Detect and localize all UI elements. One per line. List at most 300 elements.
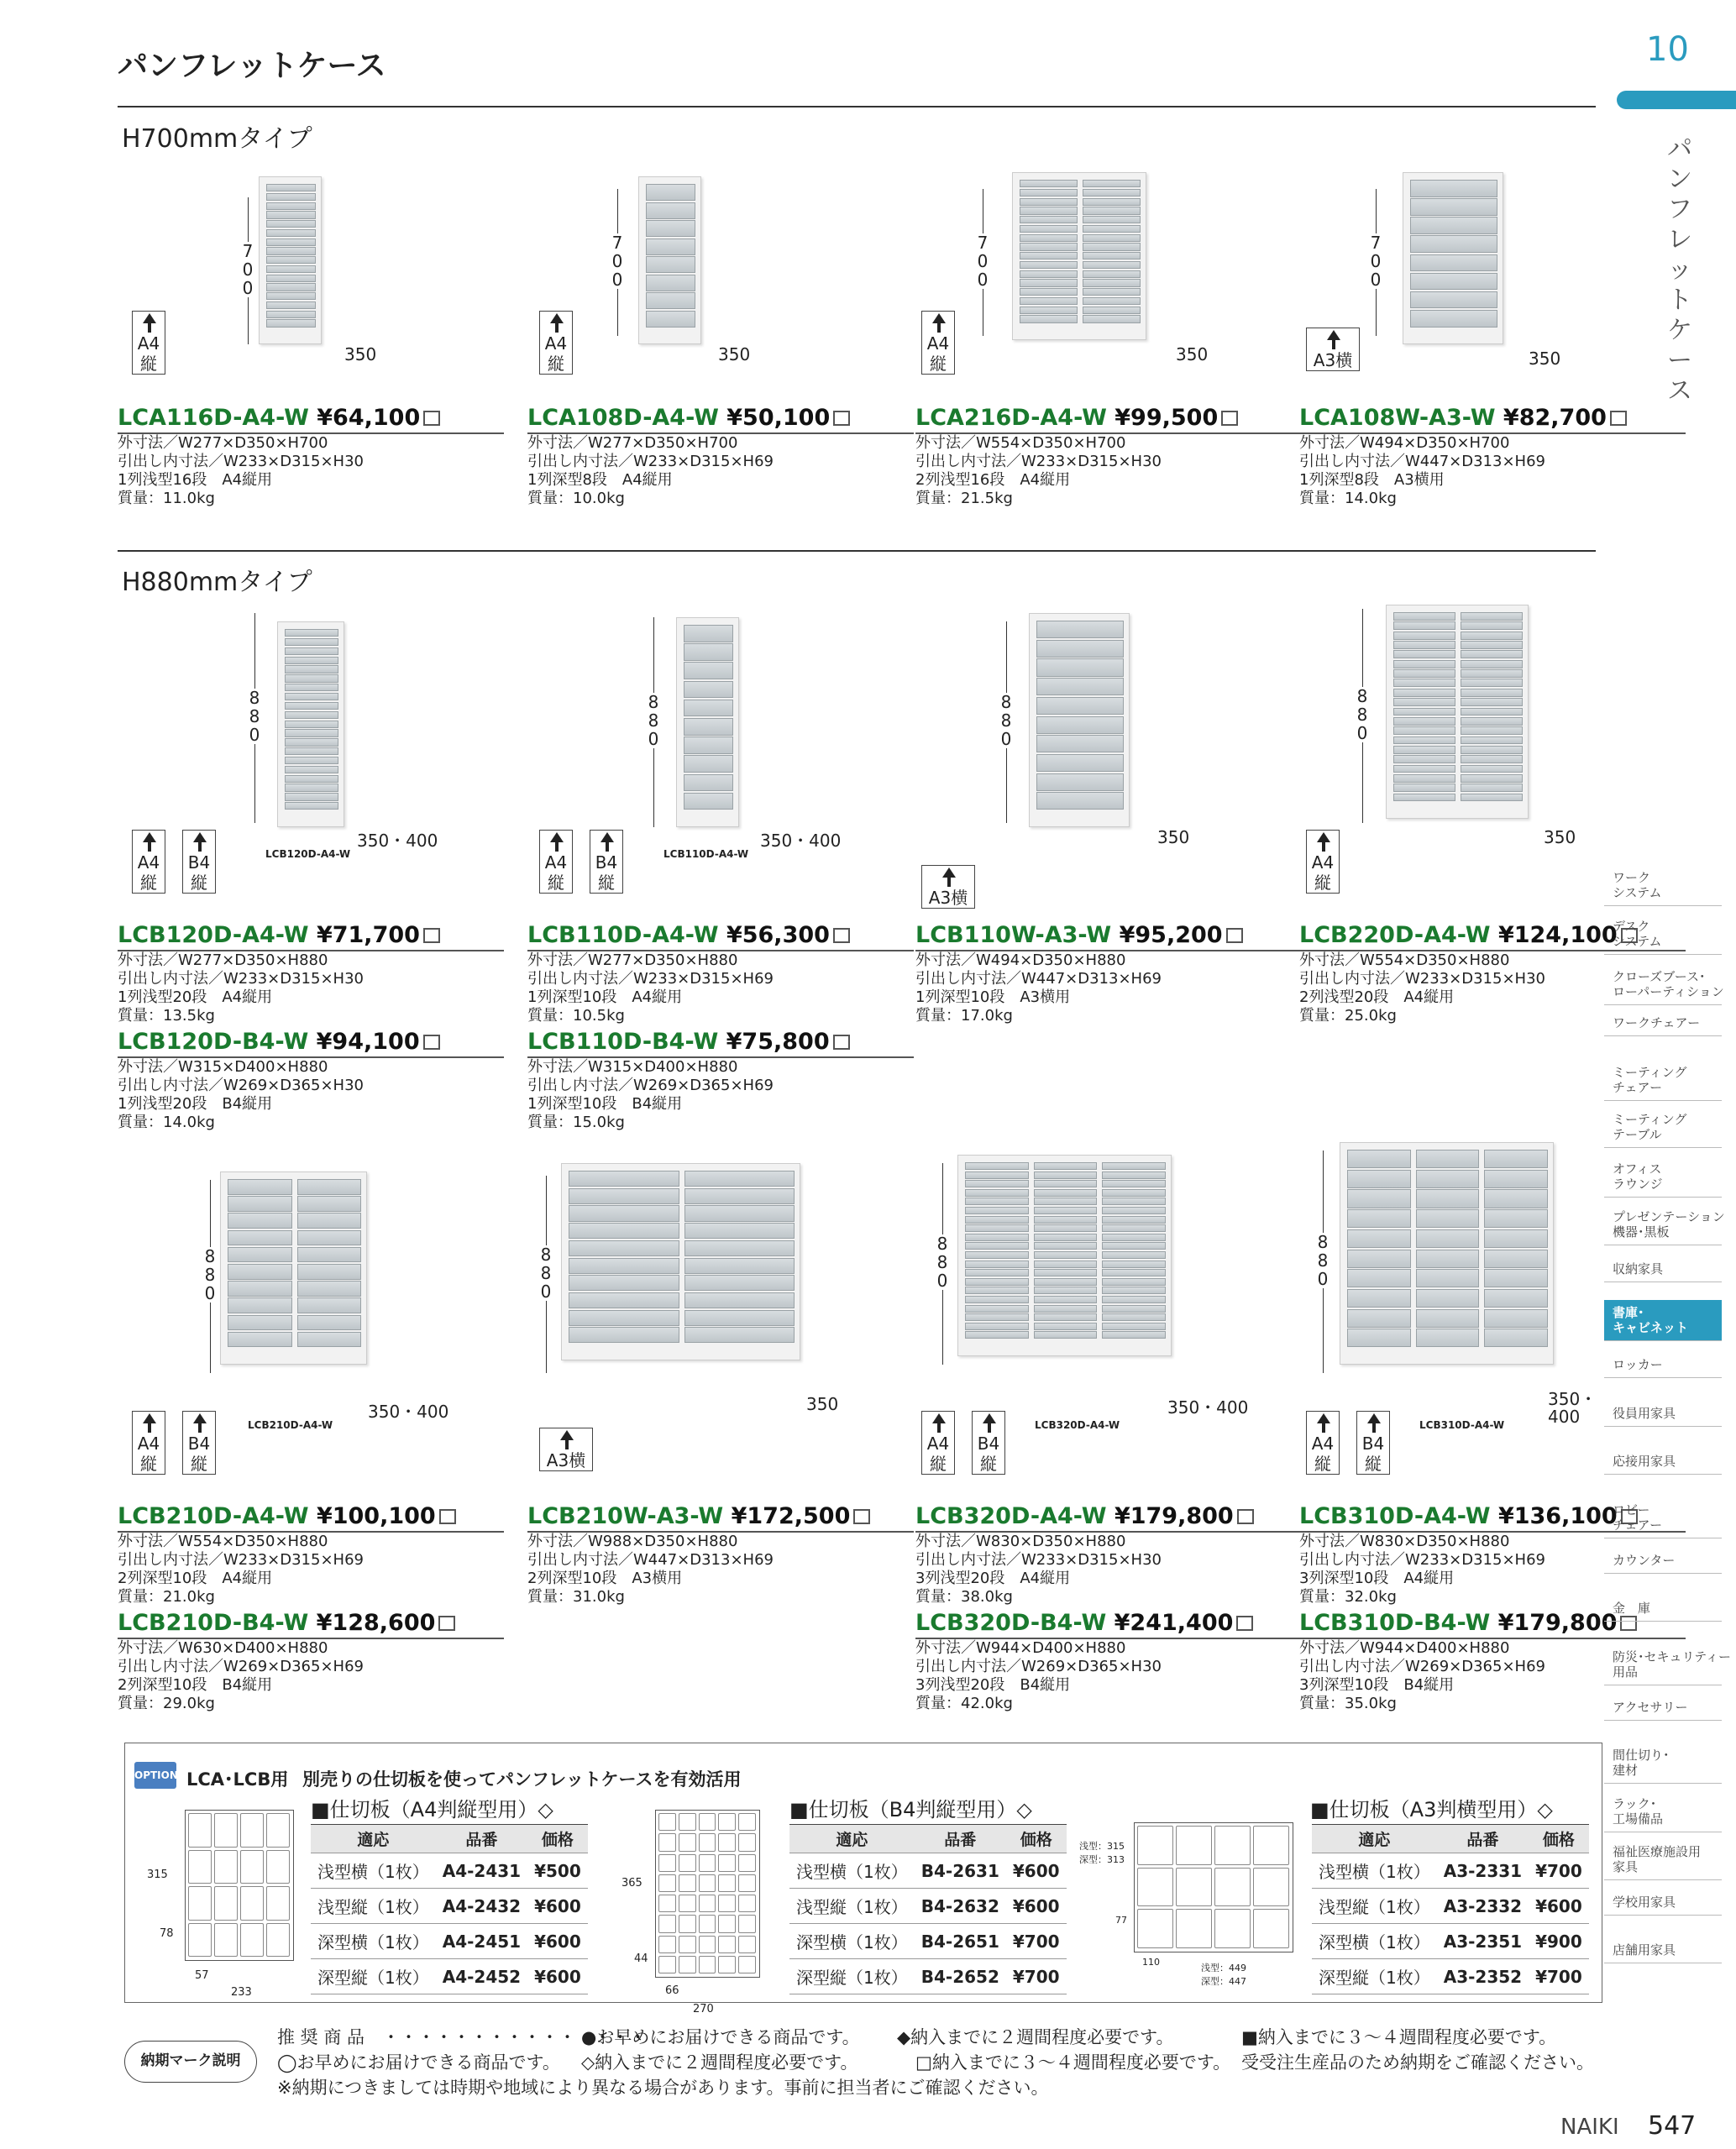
p11-drawer [1102,1313,1166,1321]
divider-dimension: 44 [634,1952,648,1965]
sidebar-item[interactable]: アクセサリー [1604,1695,1722,1721]
p3-price: ¥99,500 [1106,405,1219,431]
divider-cell [699,1895,716,1912]
p7-drawer [1036,735,1124,752]
p11-spec-2: 3列浅型20段 B4縦用 [915,1676,1071,1694]
p12-caption: LCB310D-A4-W [1419,1419,1505,1431]
p12-drawer [1416,1269,1480,1287]
p12-spec: 外寸法／W830×D350×H880 [1299,1533,1510,1550]
chapter-tab [1617,91,1736,109]
p11-drawer [1034,1313,1098,1321]
sidebar-item[interactable]: 応接用家具 [1604,1449,1722,1475]
p5-model: LCB120D-A4-W [118,922,309,948]
p5-spec-2: 質量：14.0kg [118,1114,215,1131]
cell-price: ¥600 [527,1959,588,1994]
p11-cabinet [957,1155,1172,1356]
option-table-title: ■仕切板（A4判縦型用）◇ [311,1798,553,1821]
p5-drawer [285,738,338,746]
p8-drawer [1393,679,1455,687]
p12-drawer [1347,1150,1411,1168]
p6-drawer [684,643,733,661]
divider-cell [718,1936,736,1953]
p3-drawer [1020,234,1078,242]
divider-cell [188,1850,212,1884]
p9-spec: 2列深型10段 A4縦用 [118,1570,273,1587]
p7-cabinet [1029,613,1130,827]
p4-text [1299,405,1686,508]
p10-drawer [569,1310,679,1326]
p9-drawer [228,1281,292,1297]
p5-drawer [285,766,338,773]
chapter-number: 10 [1646,30,1689,69]
table-row [1312,1889,1589,1924]
p4-drawer [1410,180,1497,197]
p4-spec: 外寸法／W494×D350×H700 [1299,434,1510,452]
p6-name [527,922,914,951]
p5-text [118,922,504,1132]
p2-drawer [646,292,695,309]
table-row [311,1924,588,1959]
p11-price-2: ¥241,400 [1106,1610,1234,1636]
p5-paper-tag: A4 縦 [132,830,165,894]
sidebar-item[interactable]: プレゼンテーション 機器･黒板 [1604,1204,1722,1245]
p9-delivery-mark [439,1509,456,1524]
table-row [1312,1853,1589,1889]
sidebar-item[interactable]: オフィス ラウンジ [1604,1156,1722,1198]
p11-depth-label: 350・400 [1167,1397,1249,1418]
p7-spec: 引出し内寸法／W447×D313×H69 [915,970,1162,988]
p8-spec: 質量：25.0kg [1299,1007,1397,1025]
divider-cell [658,1854,676,1872]
p11-drawer [1034,1251,1098,1259]
p3-drawer [1020,180,1078,187]
p8-drawer [1461,669,1523,678]
p12-drawer [1347,1309,1411,1328]
p9-spec-2: 外寸法／W630×D400×H880 [118,1639,328,1657]
p3-spec: 2列浅型16段 A4縦用 [915,471,1071,489]
p8-drawer [1461,632,1523,640]
divider-cell [1214,1909,1251,1948]
p11-drawer [1034,1323,1098,1330]
p9-price: ¥100,100 [308,1503,436,1529]
p4-depth-label: 350 [1529,349,1561,369]
option-table-title: ■仕切板（A3判横型用）◇ [1310,1798,1553,1821]
p11-drawer [1102,1296,1166,1303]
p11-drawer [1034,1189,1098,1197]
divider-cell [240,1813,264,1848]
cell-code: A4-2432 [436,1889,527,1924]
p3-drawer [1083,307,1141,314]
divider-cell [266,1813,290,1848]
option-icon: OPTION [134,1762,176,1789]
table-row [789,1924,1067,1959]
p3-name [915,405,1302,434]
cell-code: B4-2651 [915,1924,1006,1959]
p7-spec: 1列深型10段 A3横用 [915,988,1071,1006]
divider-cell [738,1895,756,1912]
page-number: 547 [1648,2111,1697,2141]
cell-code: A3-2332 [1437,1889,1529,1924]
p6-drawer [684,700,733,717]
p5-drawer [285,775,338,783]
p6-spec-2: 外寸法／W315×D400×H880 [527,1058,738,1076]
p6-drawer [684,681,733,699]
p5-spec-2: 1列浅型20段 B4縦用 [118,1095,273,1113]
p5-drawer [285,702,338,710]
divider-cell [699,1813,716,1831]
sidebar-item[interactable]: ラック･ 工場備品 [1604,1791,1722,1832]
p12-paper-tag: B4 縦 [1356,1411,1390,1475]
sidebar-item[interactable]: 防災･セキュリティー 用品 [1604,1644,1722,1685]
divider-cell [718,1915,736,1932]
divider-dimension: 浅型：315 [1079,1841,1125,1852]
p12-drawer [1484,1269,1548,1287]
p11-model: LCB320D-A4-W [915,1503,1107,1529]
p11-drawer [965,1234,1029,1241]
sidebar-item[interactable]: 福祉医療施設用 家具 [1604,1839,1722,1880]
p1-model: LCA116D-A4-W [118,405,309,431]
p12-spec-2: 引出し内寸法／W269×D365×H69 [1299,1658,1545,1675]
p9-name-2 [118,1610,504,1639]
footer-mark-6: □納入までに３～４週間程度必要です。 [915,2052,1231,2073]
p11-drawer [1034,1305,1098,1313]
divider-cell [699,1854,716,1872]
divider-cell [679,1915,696,1932]
p3-drawer [1083,279,1141,286]
p3-delivery-mark [1221,411,1238,426]
p10-drawer [684,1223,795,1239]
p7-model: LCB110W-A3-W [915,922,1112,948]
p9-drawer [228,1297,292,1313]
option-table-title: ■仕切板（B4判縦型用）◇ [789,1798,1032,1821]
p9-drawer [297,1230,362,1246]
option-table [789,1824,1067,1994]
p5-drawer [285,721,338,728]
divider-cell [679,1813,696,1831]
cell-code: A3-2352 [1437,1959,1529,1994]
p7-price: ¥95,200 [1111,922,1223,948]
p5-model-2: LCB120D-B4-W [118,1029,309,1055]
option-for: LCA･LCB用 [186,1769,289,1790]
table-row [1312,1924,1589,1959]
p3-drawer [1083,189,1141,197]
p9-spec-2: 引出し内寸法／W269×D365×H69 [118,1658,364,1675]
p5-price-2: ¥94,100 [308,1029,420,1055]
p2-spec: 質量：10.0kg [527,490,625,507]
p11-drawer [1034,1216,1098,1224]
p2-spec: 1列深型8段 A4縦用 [527,471,673,489]
divider-cell [679,1895,696,1912]
p4-delivery-mark [1610,411,1627,426]
p1-drawer [266,319,316,327]
p9-delivery-mark-2 [438,1616,455,1631]
p3-drawer [1083,315,1141,322]
p9-drawer [228,1332,292,1348]
p6-name-2 [527,1029,914,1058]
p11-drawer [965,1189,1029,1197]
p11-drawer [1102,1331,1166,1339]
p6-spec: 1列深型10段 A4縦用 [527,988,683,1006]
divider-dimension: 315 [147,1869,168,1881]
sidebar-item[interactable]: ロビー チェアー [1604,1497,1722,1538]
divider-cell [738,1833,756,1851]
p8-drawer [1393,708,1455,716]
sidebar-item[interactable]: ミーティング チェアー [1604,1060,1722,1101]
p3-drawer [1020,315,1078,322]
p11-spec: 質量：38.0kg [915,1588,1013,1606]
p8-drawer [1393,726,1455,735]
p6-model-2: LCB110D-B4-W [527,1029,719,1055]
p8-drawer [1393,717,1455,726]
p4-drawer [1410,235,1497,253]
p8-drawer [1461,784,1523,792]
divider-dimension: 66 [665,1984,679,1997]
p12-drawer [1347,1269,1411,1287]
p11-spec-2: 質量：42.0kg [915,1695,1013,1712]
p7-drawer [1036,640,1124,658]
divider-cell [1253,1868,1289,1907]
p7-text [915,922,1302,1025]
p11-drawer [965,1313,1029,1321]
p12-drawer [1484,1189,1548,1208]
p2-model: LCA108D-A4-W [527,405,719,431]
cell-code: A3-2351 [1437,1924,1529,1959]
sidebar-item[interactable]: ワーク システム [1604,865,1722,906]
divider-cell [188,1886,212,1921]
p11-drawer [1034,1261,1098,1268]
p11-price: ¥179,800 [1106,1503,1234,1529]
p4-drawer [1410,291,1497,309]
divider-cell [658,1956,676,1973]
p10-drawer [569,1292,679,1308]
p10-paper-tag: A3横 [539,1428,593,1471]
p11-drawer [965,1242,1029,1250]
p11-drawer [1102,1269,1166,1276]
p3-drawer [1083,207,1141,214]
p3-drawer [1083,180,1141,187]
p11-drawer [965,1331,1029,1339]
divider-diagram [655,1810,760,1978]
p5-drawer [285,747,338,755]
p10-drawer [684,1327,795,1343]
divider-dimension: 深型：313 [1079,1854,1125,1865]
table-row [789,1853,1067,1889]
divider-cell [214,1813,238,1848]
p3-drawer [1020,216,1078,223]
p12-spec: 3列深型10段 A4縦用 [1299,1570,1455,1587]
p8-drawer [1461,612,1523,621]
p11-paper-tag: B4 縦 [972,1411,1005,1475]
divider-cell [738,1813,756,1831]
p11-caption: LCB320D-A4-W [1035,1419,1120,1431]
p3-drawer [1083,243,1141,250]
p12-drawer [1484,1150,1548,1168]
p11-name-2 [915,1610,1302,1639]
p9-drawer [228,1196,292,1212]
footer-mark-3: ■納入までに３～４週間程度必要です。 [1241,2027,1557,2047]
p6-depth-label: 350・400 [760,831,842,851]
p8-spec: 外寸法／W554×D350×H880 [1299,951,1510,969]
cell-price: ¥600 [1006,1853,1067,1889]
p11-drawer [1102,1323,1166,1330]
cell-code: B4-2632 [915,1889,1006,1924]
p3-drawer [1083,216,1141,223]
p2-delivery-mark [833,411,850,426]
sidebar-item[interactable]: 役員用家具 [1604,1401,1722,1427]
p1-drawer [266,256,316,264]
p7-drawer [1036,754,1124,772]
p1-text [118,405,504,508]
p1-spec: 1列浅型16段 A4縦用 [118,471,273,489]
p10-drawer [684,1292,795,1308]
p3-drawer [1083,288,1141,296]
p11-model-2: LCB320D-B4-W [915,1610,1107,1636]
sidebar-item[interactable]: 金 庫 [1604,1596,1722,1622]
p11-drawer [1034,1162,1098,1170]
p3-drawer [1083,270,1141,278]
p11-drawer [965,1198,1029,1205]
p10-name [527,1503,914,1533]
p2-spec: 引出し内寸法／W233×D315×H69 [527,453,774,470]
sidebar-item[interactable]: カウンター [1604,1548,1722,1574]
sidebar-item[interactable]: ロッカー [1604,1352,1722,1378]
table-header: 適応 [311,1825,436,1853]
p9-model-2: LCB210D-B4-W [118,1610,309,1636]
p4-name [1299,405,1686,434]
p1-drawer [266,283,316,291]
p9-drawer [297,1332,362,1348]
p11-spec-2: 引出し内寸法／W269×D365×H30 [915,1658,1162,1675]
sidebar-item[interactable]: 間仕切り･ 建材 [1604,1743,1722,1784]
p11-drawer [1034,1242,1098,1250]
p4-price: ¥82,700 [1495,405,1607,431]
page-title: パンフレットケース [118,49,386,83]
p2-text [527,405,914,508]
brand: NAIKI [1560,2115,1619,2140]
p6-price: ¥56,300 [718,922,830,948]
divider-cell [738,1854,756,1872]
divider-cell [214,1923,238,1958]
footer-mark-1: ●お早めにお届けできる商品です。 [581,2027,860,2047]
p3-drawer [1083,297,1141,305]
p6-spec: 外寸法／W277×D350×H880 [527,951,738,969]
sidebar-item[interactable]: 店舗用家具 [1604,1937,1722,1963]
p1-spec: 質量：11.0kg [118,490,215,507]
p9-drawer [297,1297,362,1313]
p7-spec: 質量：17.0kg [915,1007,1013,1025]
p9-paper-tag: A4 縦 [132,1411,165,1475]
cell-use: 浅型横（1枚） [311,1853,436,1889]
p12-spec: 引出し内寸法／W233×D315×H69 [1299,1551,1545,1569]
p12-drawer [1484,1209,1548,1228]
p9-drawer [297,1196,362,1212]
p2-cabinet [638,176,701,344]
p4-spec: 引出し内寸法／W447×D313×H69 [1299,453,1545,470]
p3-drawer [1083,234,1141,242]
p10-drawer [569,1188,679,1204]
p3-drawer [1020,297,1078,305]
p11-drawer [965,1296,1029,1303]
p1-delivery-mark [423,411,440,426]
p8-spec: 2列浅型20段 A4縦用 [1299,988,1455,1006]
p8-drawer [1461,708,1523,716]
p12-drawer [1347,1170,1411,1188]
sidebar-item[interactable]: クローズブース･ ローパーティション [1604,964,1722,1005]
p6-drawer [684,718,733,736]
p11-spec: 3列浅型20段 A4縦用 [915,1570,1071,1587]
p10-spec: 引出し内寸法／W447×D313×H69 [527,1551,774,1569]
p5-spec-2: 引出し内寸法／W269×D365×H30 [118,1077,364,1094]
cell-use: 浅型横（1枚） [1312,1853,1437,1889]
p8-model: LCB220D-A4-W [1299,922,1491,948]
p5-drawer [285,729,338,736]
cell-price: ¥600 [527,1889,588,1924]
p3-drawer [1083,225,1141,233]
mid-rule [118,550,1596,552]
sidebar-item[interactable]: 書庫･ キャビネット [1604,1300,1722,1341]
p10-depth-label: 350 [806,1394,839,1414]
p11-drawer [965,1305,1029,1313]
sidebar-item[interactable]: 学校用家具 [1604,1890,1722,1916]
p12-drawer [1416,1309,1480,1328]
p6-cabinet [676,617,739,827]
cell-code: B4-2652 [915,1959,1006,1994]
cell-use: 浅型縦（1枚） [1312,1889,1437,1924]
sidebar-item[interactable]: 収納家具 [1604,1256,1722,1282]
p11-drawer [965,1251,1029,1259]
p11-name [915,1503,1302,1533]
p12-drawer [1416,1229,1480,1248]
p11-drawer [1102,1207,1166,1214]
divider-cell [658,1915,676,1932]
p1-drawer [266,229,316,237]
divider-cell [679,1956,696,1973]
section-h700: H700mmタイプ [122,124,312,154]
p5-spec-2: 外寸法／W315×D400×H880 [118,1058,328,1076]
divider-cell [1176,1868,1212,1907]
p8-price: ¥124,100 [1490,922,1618,948]
divider-cell [658,1936,676,1953]
p10-drawer [569,1275,679,1291]
divider-cell [658,1833,676,1851]
p7-height-label: 8 8 0 [998,693,1015,748]
footer-recommend: 推 奨 商 品 ・・・・・・・・・・・・・・・ [277,2027,648,2047]
divider-diagram [185,1810,294,1961]
p12-drawer [1347,1250,1411,1268]
p10-cabinet [561,1163,800,1360]
p9-name [118,1503,504,1533]
p7-name [915,922,1302,951]
sidebar-item[interactable]: ワークチェアー [1604,1010,1722,1036]
cell-use: 浅型縦（1枚） [311,1889,436,1924]
divider-cell [1253,1826,1289,1865]
p11-drawer [965,1261,1029,1268]
p3-drawer [1020,288,1078,296]
divider-dimension: 77 [1115,1915,1127,1926]
sidebar-item[interactable]: ミーティング テーブル [1604,1107,1722,1148]
p5-drawer [285,784,338,791]
p11-delivery-mark [1237,1509,1254,1524]
p12-drawer [1416,1209,1480,1228]
p6-drawer [684,793,733,810]
sidebar-item[interactable]: デスク システム [1604,914,1722,955]
cell-code: B4-2631 [915,1853,1006,1889]
p6-drawer [684,774,733,792]
divider-cell [266,1850,290,1884]
p11-drawer [965,1216,1029,1224]
p8-drawer [1393,746,1455,754]
p3-paper-tag: A4 縦 [921,311,955,375]
